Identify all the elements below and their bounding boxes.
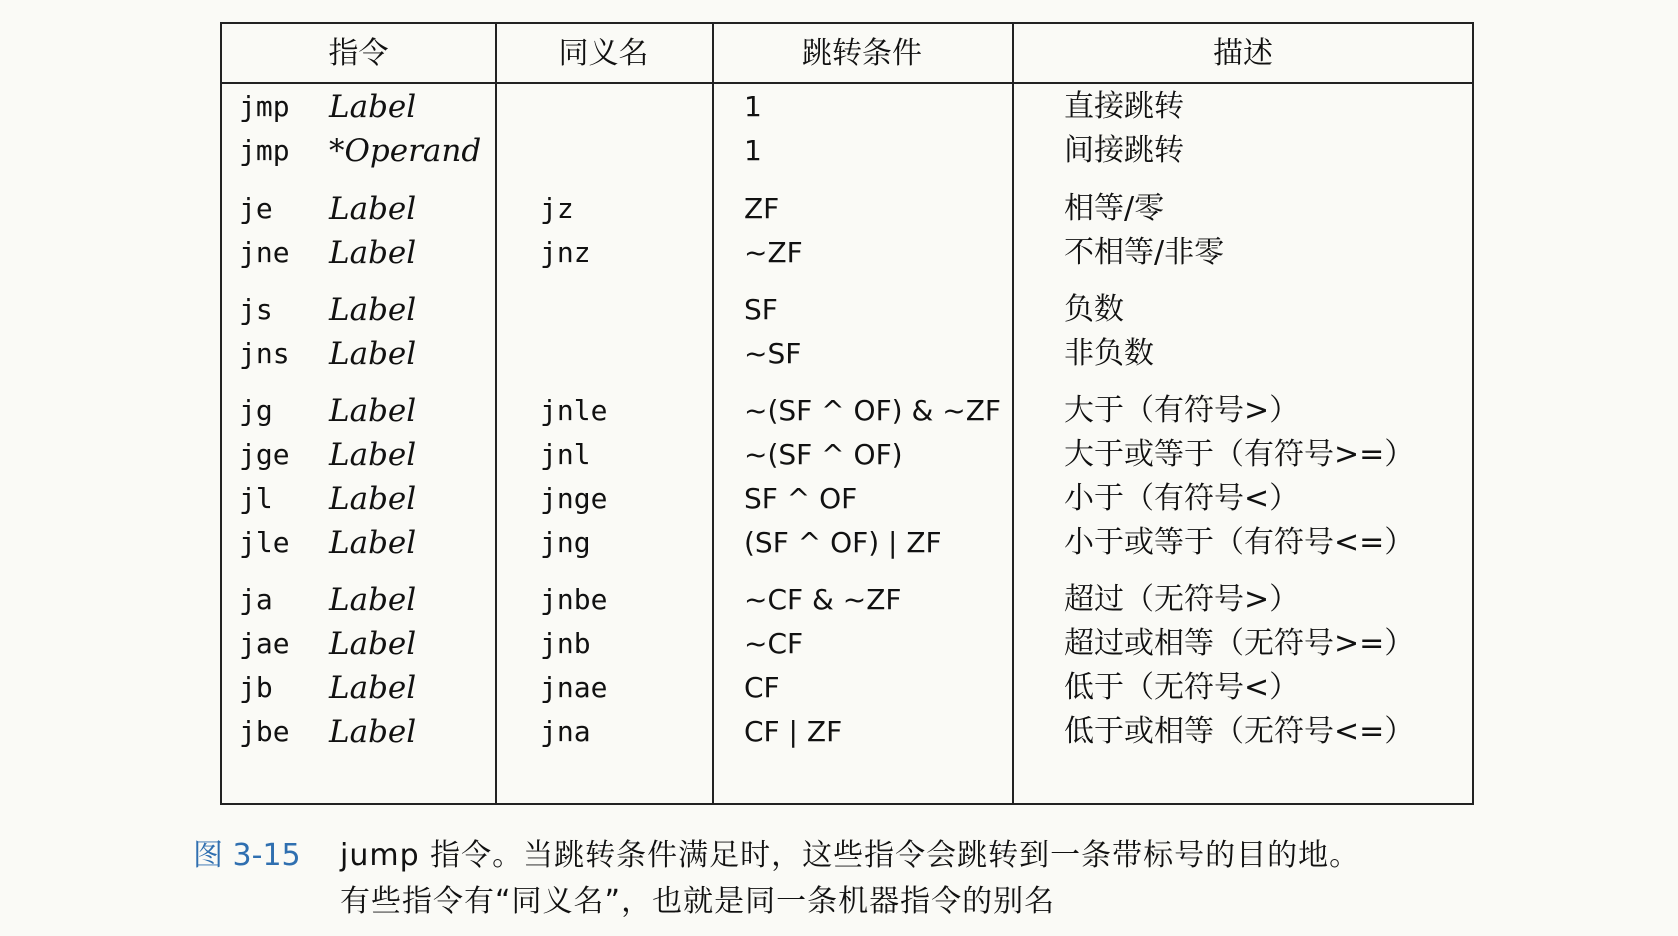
condition-cell: ~ZF xyxy=(744,236,803,269)
mnemonic-cell: jg xyxy=(239,394,273,427)
operand-cell: Label xyxy=(329,626,417,662)
mnemonic-cell: js xyxy=(239,293,273,326)
figure-number: 图 3-15 xyxy=(193,838,301,873)
synonym-cell: jna xyxy=(540,715,591,748)
table-row xyxy=(222,665,1472,711)
mnemonic-cell: je xyxy=(239,192,273,225)
table-row xyxy=(222,388,1472,434)
operand-cell: Label xyxy=(329,481,417,517)
mnemonic-cell: jns xyxy=(239,337,290,370)
description-cell: 小于（有符号<） xyxy=(1064,481,1300,516)
synonym-cell: jnbe xyxy=(540,583,608,616)
operand-cell: *Operand xyxy=(329,133,482,169)
condition-cell: 1 xyxy=(744,134,762,167)
table-row xyxy=(222,287,1472,333)
synonym-cell: jnae xyxy=(540,671,608,704)
mnemonic-cell: jl xyxy=(239,482,273,515)
table-row xyxy=(222,577,1472,623)
synonym-cell: jz xyxy=(540,192,574,225)
condition-cell: SF xyxy=(744,293,778,326)
description-cell: 大于（有符号>） xyxy=(1064,393,1300,428)
synonym-cell: jng xyxy=(540,526,591,559)
mnemonic-cell: jne xyxy=(239,236,290,269)
description-cell: 负数 xyxy=(1064,292,1124,327)
caption-line-1: jump 指令。当跳转条件满足时，这些指令会跳转到一条带标号的目的地。 xyxy=(340,838,1361,873)
synonym-cell: jnle xyxy=(540,394,608,427)
condition-cell: ~(SF ^ OF) xyxy=(744,438,903,471)
operand-cell: Label xyxy=(329,393,417,429)
condition-cell: ZF xyxy=(744,192,780,225)
operand-cell: Label xyxy=(329,336,417,372)
condition-cell: SF ^ OF xyxy=(744,482,858,515)
table-row xyxy=(222,331,1472,377)
operand-cell: Label xyxy=(329,292,417,328)
table-row xyxy=(222,186,1472,232)
operand-cell: Label xyxy=(329,191,417,227)
caption-line-2: 有些指令有“同义名”，也就是同一条机器指令的别名 xyxy=(340,884,1056,919)
condition-cell: CF | ZF xyxy=(744,715,843,748)
description-cell: 超过（无符号>） xyxy=(1064,582,1300,617)
table-row xyxy=(222,230,1472,276)
operand-cell: Label xyxy=(329,235,417,271)
table-row xyxy=(222,432,1472,478)
operand-cell: Label xyxy=(329,582,417,618)
synonym-cell: jnge xyxy=(540,482,608,515)
operand-cell: Label xyxy=(329,525,417,561)
table-row xyxy=(222,520,1472,566)
synonym-cell: jnz xyxy=(540,236,591,269)
header-condition: 跳转条件 xyxy=(802,36,922,71)
mnemonic-cell: jb xyxy=(239,671,273,704)
condition-cell: ~(SF ^ OF) & ~ZF xyxy=(744,394,1001,427)
table-row xyxy=(222,709,1472,755)
header-description: 描述 xyxy=(1213,36,1273,71)
description-cell: 直接跳转 xyxy=(1064,89,1184,124)
description-cell: 不相等/非零 xyxy=(1064,235,1225,270)
condition-cell: 1 xyxy=(744,90,762,123)
description-cell: 低于或相等（无符号<=） xyxy=(1064,714,1415,749)
mnemonic-cell: ja xyxy=(239,583,273,616)
operand-cell: Label xyxy=(329,714,417,750)
condition-cell: ~CF & ~ZF xyxy=(744,583,902,616)
operand-cell: Label xyxy=(329,670,417,706)
operand-cell: Label xyxy=(329,89,417,125)
mnemonic-cell: jmp xyxy=(239,90,290,123)
description-cell: 间接跳转 xyxy=(1064,133,1184,168)
synonym-cell: jnb xyxy=(540,627,591,660)
description-cell: 非负数 xyxy=(1064,336,1154,371)
table-row xyxy=(222,621,1472,667)
synonym-cell: jnl xyxy=(540,438,591,471)
jump-instruction-table xyxy=(220,22,1474,805)
operand-cell: Label xyxy=(329,437,417,473)
condition-cell: ~CF xyxy=(744,627,804,660)
description-cell: 相等/零 xyxy=(1064,191,1165,226)
condition-cell: ~SF xyxy=(744,337,802,370)
condition-cell: (SF ^ OF) | ZF xyxy=(744,526,942,559)
header-synonym: 同义名 xyxy=(558,36,649,71)
mnemonic-cell: jmp xyxy=(239,134,290,167)
table-row xyxy=(222,128,1472,174)
description-cell: 超过或相等（无符号>=） xyxy=(1064,626,1415,661)
description-cell: 低于（无符号<） xyxy=(1064,670,1300,705)
mnemonic-cell: jae xyxy=(239,627,290,660)
condition-cell: CF xyxy=(744,671,780,704)
table-row xyxy=(222,84,1472,130)
description-cell: 小于或等于（有符号<=） xyxy=(1064,525,1415,560)
mnemonic-cell: jge xyxy=(239,438,290,471)
description-cell: 大于或等于（有符号>=） xyxy=(1064,437,1415,472)
header-instruction: 指令 xyxy=(328,36,389,71)
mnemonic-cell: jbe xyxy=(239,715,290,748)
mnemonic-cell: jle xyxy=(239,526,290,559)
table-row xyxy=(222,476,1472,522)
